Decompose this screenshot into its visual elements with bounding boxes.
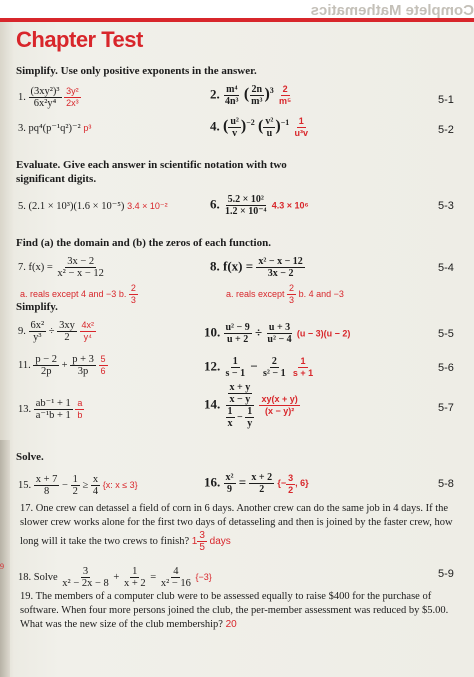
- problem-1: [18, 86, 81, 109]
- numerator: x² − x − 12: [258, 256, 303, 267]
- fraction: [55, 256, 106, 279]
- problem-15: [18, 474, 138, 497]
- problem-number: 8.: [210, 258, 220, 274]
- answer-numerator: a: [77, 398, 83, 408]
- answer-numerator: 2: [130, 283, 136, 293]
- fraction: [33, 354, 59, 377]
- answer: {x: x ≤ 3}: [102, 479, 138, 490]
- denominator: s − 1: [225, 368, 246, 379]
- denominator: 4n³: [225, 96, 239, 107]
- exponent: 3: [269, 86, 274, 96]
- problem-9: [18, 320, 96, 343]
- problem-8: [210, 256, 305, 279]
- problem-2: 2. $\frac{\text{m⁴}}{\text{4n³}}$ ( $\frac{2n}{\text{m³}}$ )$^3$ $\frac{2}{\text{m⁵}}$: [210, 84, 292, 107]
- denominator: 4: [92, 486, 99, 497]
- answer: (u − 3)(u − 2): [296, 328, 351, 339]
- fraction: [60, 566, 111, 589]
- problem-13: [18, 398, 84, 421]
- answer-numerator: xy(x + y): [261, 394, 298, 404]
- denominator: u² − 4: [267, 334, 292, 345]
- numerator: u² − 9: [225, 322, 250, 333]
- fraction: [29, 86, 62, 109]
- problem-18: [18, 566, 212, 589]
- denominator: 8: [43, 486, 50, 497]
- fraction: [256, 256, 304, 279]
- answer-denominator: 2x³: [66, 98, 79, 108]
- header-mirror-text: Complete Mathematics: [310, 2, 474, 18]
- denominator: 3x − 2: [267, 268, 294, 279]
- answer-a: a. reals except 4 and −3: [20, 288, 117, 299]
- fraction: [224, 322, 252, 345]
- answer: 3.4 × 10⁻²: [127, 201, 168, 211]
- answer-8: [226, 283, 344, 306]
- numerator: 3x − 2: [67, 256, 95, 267]
- numerator: x + y: [229, 382, 251, 393]
- denominator: x² − 16: [160, 578, 191, 589]
- denominator: x² − x − 12: [57, 268, 104, 279]
- fraction: [71, 474, 80, 497]
- numerator: 3: [82, 566, 89, 577]
- section-ref: 5-2: [438, 124, 454, 136]
- section-ref: 5-6: [438, 362, 454, 374]
- answer-denominator: (x − y)²: [264, 406, 295, 416]
- problem-12: [204, 356, 315, 379]
- fraction: [57, 320, 77, 343]
- problem-number: 10.: [204, 324, 221, 340]
- numerator: 1: [247, 406, 253, 417]
- numerator: p − 2: [35, 354, 58, 365]
- section-ref: 5-3: [438, 200, 454, 212]
- denominator: x − y: [229, 394, 251, 405]
- answer-numerator: 3y²: [66, 86, 79, 96]
- answer-denominator: s + 1: [292, 368, 314, 378]
- problem-14: [204, 382, 300, 429]
- fraction: [224, 472, 236, 495]
- operator: −: [237, 411, 243, 423]
- problem-number: 1.: [18, 91, 26, 103]
- answer-denominator: y⁴: [83, 332, 92, 342]
- instruction-evaluate: Evaluate. Give each answer in scientific notation with two significant digits.: [16, 159, 287, 185]
- fraction: [91, 474, 100, 497]
- denominator: s² − 1: [263, 368, 286, 379]
- denominator: 9: [227, 484, 232, 495]
- answer-denominator: b: [77, 410, 83, 420]
- denominator: v: [232, 128, 238, 139]
- problem-number: 2.: [210, 86, 220, 102]
- problem-number: 4.: [210, 118, 220, 134]
- problem-number: 18.: [18, 571, 32, 583]
- fraction: [34, 398, 73, 421]
- numerator: 2: [271, 356, 277, 367]
- answer-denominator: 3: [130, 295, 136, 305]
- complex-denominator: [224, 406, 257, 429]
- fraction: [159, 566, 193, 589]
- fraction: [249, 84, 264, 107]
- answer-denominator: 6: [100, 366, 106, 376]
- answer: [99, 354, 108, 377]
- operator: −: [250, 358, 258, 374]
- problem-number: 6.: [210, 196, 220, 212]
- relation: ≥: [82, 479, 89, 491]
- fraction: [263, 116, 275, 139]
- fraction: [249, 472, 274, 495]
- problem-number: 7.: [18, 261, 26, 273]
- instruction-solve: Solve.: [16, 451, 44, 463]
- problem-number: 11.: [18, 359, 31, 371]
- numerator: x: [92, 474, 99, 485]
- answer: 4.3 × 10⁶: [271, 200, 309, 211]
- numerator: 4: [173, 566, 179, 577]
- answer: [291, 356, 315, 379]
- denominator: 6x²y⁴: [33, 98, 57, 109]
- numerator: m⁴: [226, 84, 238, 95]
- equals: =: [238, 474, 247, 490]
- answer-fraction: [287, 283, 296, 306]
- problem-number: 16.: [204, 474, 221, 490]
- answer: [75, 398, 84, 421]
- answer-fraction: [286, 473, 295, 496]
- answer: p³: [83, 123, 92, 133]
- function-lhs: f(x) =: [223, 258, 254, 274]
- answer-numerator: 1: [298, 116, 304, 126]
- denominator: x² − 2x − 8: [62, 578, 109, 589]
- answer-fraction: [129, 283, 138, 306]
- answer-numerator: 1: [300, 356, 306, 366]
- numerator: x + 2: [251, 472, 273, 483]
- answer: [191, 530, 231, 553]
- problem-4: 4. ( $\frac{\text{u²}}{v}$ )$^{-2}$ ( $\frac{\text{v²}}{u}$ )$^{-1}$ $\frac{1}{\text{u³v}}$: [210, 116, 308, 139]
- expression: pq⁴(p⁻¹q²)⁻²: [28, 123, 81, 134]
- answer-numerator: 3: [288, 472, 294, 483]
- denominator: 2p: [40, 366, 52, 377]
- answer: [293, 116, 311, 139]
- fraction: [245, 406, 254, 429]
- answer: [80, 320, 97, 343]
- numerator: 5.2 × 10²: [227, 194, 264, 205]
- denominator: y: [247, 418, 253, 429]
- denominator: m³: [251, 96, 263, 107]
- problem-17: [20, 502, 460, 553]
- fraction: [29, 320, 47, 343]
- numerator: 1: [227, 406, 233, 417]
- answer-denominator: m⁵: [279, 96, 292, 106]
- problem-11: [18, 354, 108, 377]
- problem-10: [204, 322, 350, 345]
- operator: −: [62, 479, 68, 491]
- answer: {−3}: [195, 571, 212, 582]
- binding-shadow: [0, 440, 10, 677]
- equals: =: [150, 571, 157, 583]
- problem-number: 15.: [18, 479, 32, 491]
- answer: [64, 86, 81, 109]
- problem-number: 5.: [18, 201, 26, 212]
- denominator: x: [227, 418, 233, 429]
- fraction: [223, 84, 241, 107]
- section-ref: 5-8: [438, 478, 454, 490]
- answer-b: b. 4 and −3: [298, 288, 344, 299]
- fraction: [228, 382, 253, 405]
- operator: +: [113, 571, 120, 583]
- problem-3: [18, 122, 91, 135]
- answer-denominator: u³v: [294, 128, 308, 138]
- denominator: a⁻¹b + 1: [35, 410, 71, 421]
- problem-5: [18, 200, 168, 213]
- denominator: 1.2 × 10⁻⁴: [225, 206, 267, 217]
- exponent: −1: [280, 118, 290, 128]
- operator: ÷: [48, 325, 55, 337]
- answer-numerator: 2: [289, 283, 295, 293]
- section-ref: 5-5: [438, 328, 454, 340]
- complex-numerator: [226, 382, 255, 406]
- answer-unit: days: [209, 536, 231, 548]
- fraction: [223, 194, 268, 217]
- answer-numerator: 5: [100, 354, 106, 364]
- problem-6: [210, 194, 309, 217]
- answer-whole: 1: [191, 536, 198, 548]
- exponent: −2: [246, 118, 255, 128]
- answer-numerator: 3: [199, 530, 205, 541]
- problem-7: [18, 256, 106, 279]
- numerator: 1: [232, 356, 238, 367]
- answer-b-label: b.: [118, 288, 127, 299]
- fraction: [228, 116, 241, 139]
- numerator: 1: [132, 566, 138, 577]
- problem-text: The members of a computer club were to be assessed equally to raise $400 for the purchase of software. When four more persons joined the club, the per-member assessment was reduced by $5.00. What was the new size of the club membership?: [20, 591, 449, 630]
- numerator: x + 7: [35, 474, 58, 485]
- problem-number: 13.: [18, 403, 32, 415]
- fraction: [224, 356, 248, 379]
- problem-number: 19.: [20, 591, 34, 602]
- numerator: u + 3: [268, 322, 291, 333]
- denominator: 2: [72, 486, 78, 497]
- answer-fraction: [197, 530, 207, 553]
- problem-16: [204, 472, 309, 496]
- margin-mark: 9: [0, 562, 4, 571]
- header-strip: [0, 0, 474, 22]
- numerator: (3xy²)³: [30, 86, 60, 97]
- instruction-domain-zeros: Find (a) the domain and (b) the zeros of each function.: [16, 237, 271, 249]
- answer-denominator: 2: [288, 484, 294, 495]
- answer: [277, 472, 309, 495]
- numerator: 3xy: [59, 320, 75, 331]
- instruction-simplify: Simplify.: [16, 301, 58, 313]
- problem-number: 3.: [18, 123, 26, 134]
- answer-denominator: 3: [289, 295, 295, 305]
- section-ref: 5-4: [438, 262, 454, 274]
- problem-number: 9.: [18, 325, 26, 337]
- answer-suffix: , 6}: [295, 478, 309, 489]
- answer: [259, 394, 299, 417]
- section-ref: 5-7: [438, 402, 454, 414]
- denominator: u: [266, 128, 273, 139]
- fraction: [226, 406, 235, 429]
- numerator: 1: [72, 474, 78, 485]
- problem-19: [20, 590, 460, 632]
- denominator: 2: [259, 484, 265, 495]
- fraction: [261, 356, 288, 379]
- section-ref: 5-1: [438, 94, 454, 106]
- denominator: 3p: [77, 366, 89, 377]
- numerator: x²: [225, 472, 234, 483]
- expression: (2.1 × 10³)(1.6 × 10⁻⁵): [28, 201, 125, 212]
- numerator: p + 3: [72, 354, 94, 365]
- answer: [277, 84, 293, 107]
- operator: +: [61, 359, 68, 371]
- numerator: 6x²: [30, 320, 45, 331]
- fraction: [70, 354, 96, 377]
- problem-number: 17.: [20, 503, 34, 514]
- answer-denominator: 5: [199, 542, 205, 553]
- problem-text: One crew can detassel a field of corn in 6 days. Another crew can do the same job in 4 days. If the slower crew works alone for the first two days of detasseling and then is joined by the faster crew, how long will it take the two crews to finish?: [20, 503, 453, 548]
- denominator: y³: [33, 332, 42, 343]
- function-lhs: f(x) =: [28, 261, 53, 273]
- answer: 20: [225, 619, 237, 630]
- numerator: ab⁻¹ + 1: [35, 398, 71, 409]
- denominator: 2: [64, 332, 70, 343]
- fraction: [122, 566, 148, 589]
- answer-numerator: 4x²: [81, 320, 95, 330]
- instruction-simplify-exponents: Simplify. Use only positive exponents in the answer.: [16, 65, 257, 77]
- fraction: [265, 322, 293, 345]
- operator: ÷: [255, 324, 263, 340]
- problem-lead: Solve: [33, 571, 58, 583]
- problem-number: 14.: [204, 396, 221, 412]
- chapter-title: Chapter Test: [16, 27, 143, 52]
- section-ref: 5-9: [438, 568, 454, 580]
- fraction: [34, 474, 60, 497]
- answer-a: a. reals except: [226, 288, 285, 299]
- numerator: u²: [230, 116, 239, 127]
- denominator: x + 2: [123, 578, 146, 589]
- numerator: v²: [265, 116, 274, 127]
- complex-fraction: [224, 382, 257, 429]
- problem-number: 12.: [204, 358, 221, 374]
- numerator: 2n: [251, 84, 263, 95]
- answer-numerator: 2: [282, 84, 288, 94]
- answer-prefix: {−: [277, 478, 287, 489]
- denominator: u + 2: [227, 334, 249, 345]
